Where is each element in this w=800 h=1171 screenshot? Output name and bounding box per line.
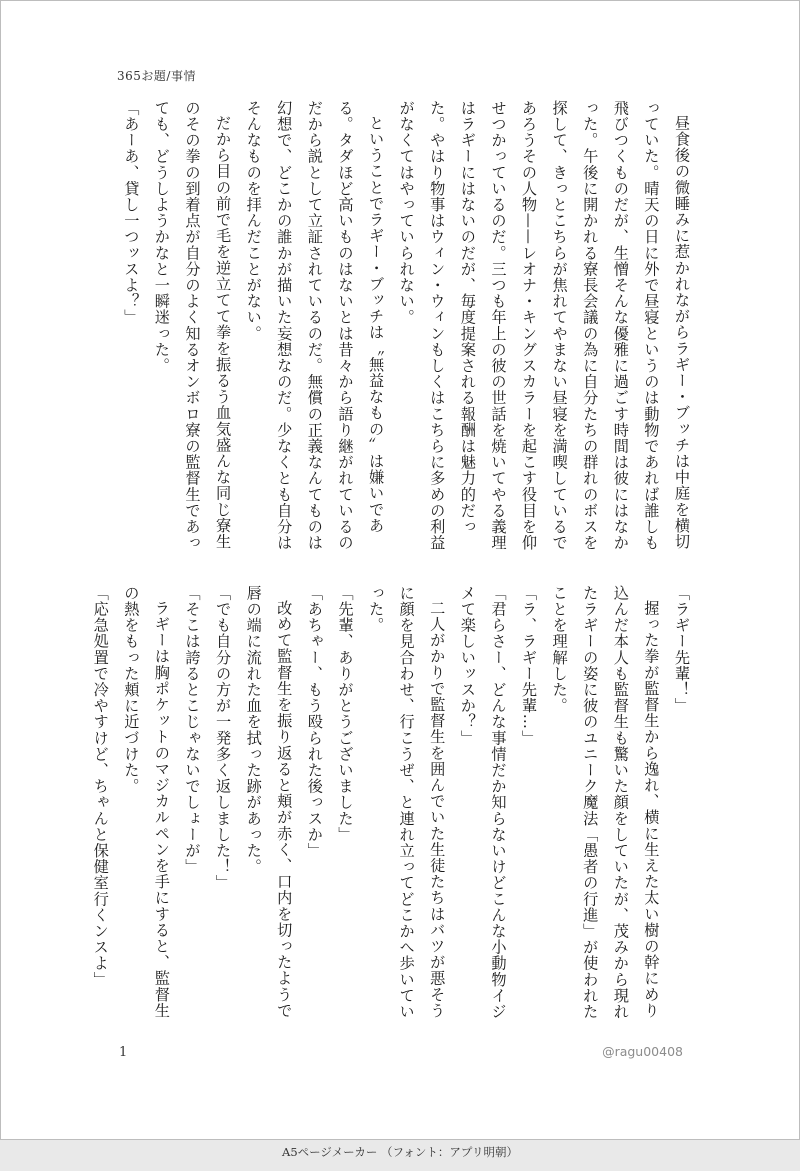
paragraph: 「君らさー、どんな事情だか知らないけどこんな小動物イジメて楽しいッスか？」: [458, 585, 508, 1020]
paragraph: ラギーは胸ポケットのマジカルペンを手にすると、監督生の熱をもった頬に近づけた。: [122, 585, 171, 1019]
paragraph: 「先輩、ありがとうございました」: [336, 585, 355, 843]
paragraph: 「ラギー先輩！」: [673, 585, 691, 714]
paragraph: 「あちゃー、もう殴られた後っスか」: [305, 585, 324, 859]
text-column-bottom: [91, 585, 697, 1020]
page-number: 1: [119, 1045, 128, 1060]
paragraph: 握った拳が監督生から逸れ、横に生えた太い樹の幹にめり込んだ本人も監督生も驚いた顔をしていたが、茂みから現れたラギーの姿に彼のユニーク魔法「愚者の行進」が使われたことを理解した。: [550, 585, 661, 1020]
page-header-title: 365お題/事情: [117, 69, 196, 83]
app-footer-credit: A5ページメーカー （フォント：アプリ明朝）: [282, 1145, 518, 1159]
author-handle: @ragu00408: [602, 1044, 683, 1059]
paragraph: 「応急処置で冷やすけど、ちゃんと保健室行くンスよ」: [91, 585, 110, 988]
paragraph: 二人がかりで監督生を囲んでいた生徒たちはバツが悪そうに顔を見合わせ、行こうぜ、と連れ立ってどこかへ歩いていった。: [367, 585, 447, 1020]
paragraph: だから目の前で毛を逆立てて拳を振るう血気盛んな同じ寮生のその拳の到着点が自分のよく知るオンボロ寮の監督生であっても、どうしようかなと一瞬迷った。: [152, 100, 233, 551]
paragraph: 「ラ、ラギー先輩…」: [520, 585, 539, 746]
paragraph: 改めて監督生を振り返ると頬が赤く、口内を切ったようで唇の端に流れた血を拭った跡があった。: [244, 585, 294, 1019]
paragraph: 昼食後の微睡みに惹かれながらラギー・ブッチは中庭を横切っていた。晴天の日に外で昼寝というのは動物であれば誰しも飛びつくものだが、生憎そんな優雅に過ごす時間は彼にはなかった。午後に開かれる寮長会議の為に自分たちの群れのボスを探して、きっとこちらが焦れてやまない昼寝を満喫しているであろうその人物——レオナ・キングスカラーを起こす役目を仰せつかっているのだ。三つも年上の彼の世話を焼いてやる義理はラギーにはないのだが、毎度提案される報酬は魅力的だった。やはり物事はウィン・ウィンもしくはこちらに多めの利益がなくてはやっていられない。: [397, 100, 691, 551]
paragraph: 「あーあ、貸し一つッスよ？」: [122, 100, 141, 326]
paragraph: ということでラギー・ブッチは〝無益なもの〟は嫌いである。タダほど高いものはないとは昔々から語り継がれているのだから説として立証されているのだ。無償の正義なんてものは幻想で、どこかの誰かが描いた妄想なのだ。少なくとも自分はそんなものを拝んだことがない。: [244, 100, 386, 551]
paragraph: 「そこは誇るとこじゃないでしょーが」: [183, 585, 202, 875]
text-column-top: [112, 100, 697, 555]
paragraph: 「でも自分の方が一発多く返しました！」: [214, 585, 233, 891]
